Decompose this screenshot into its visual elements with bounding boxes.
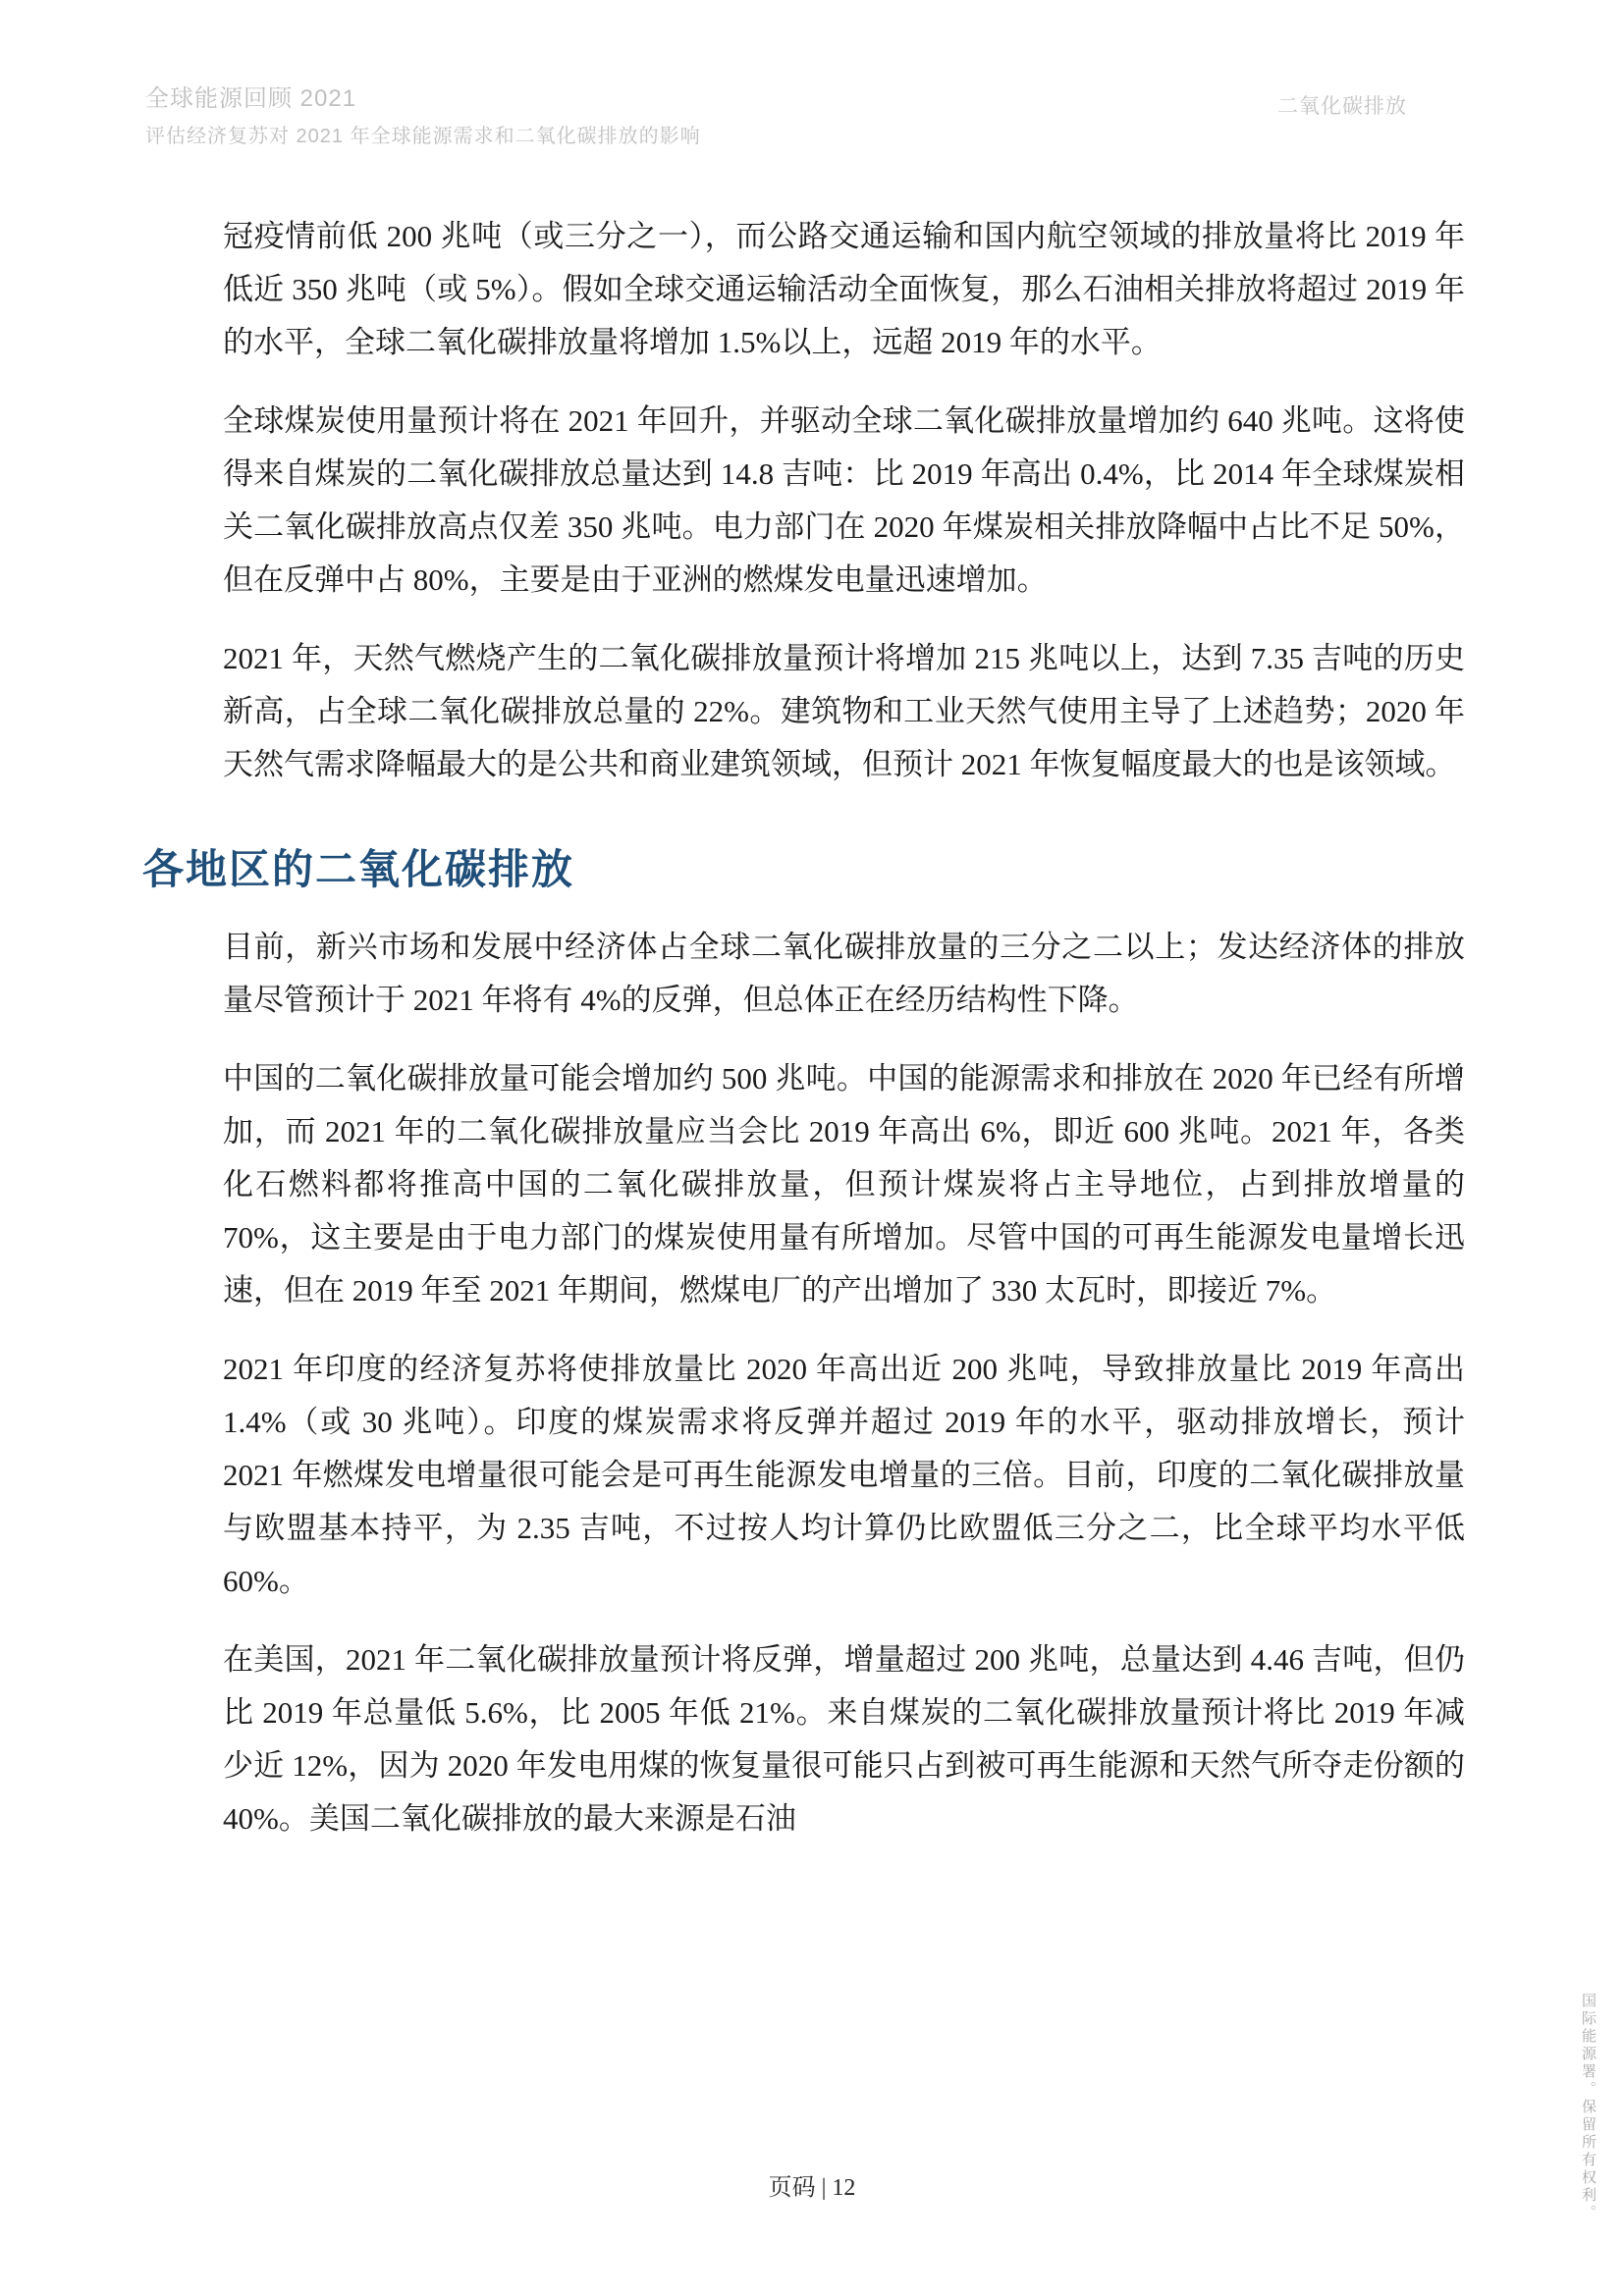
paragraph-china: 中国的二氧化碳排放量可能会增加约 500 兆吨。中国的能源需求和排放在 2020 年已经有所增加，而 2021 年的二氧化碳排放量应当会比 2019 年高出 6%，即近 600 兆吨。2021 年，各类化石燃料都将推高中国的二氧化碳排放量，但预计煤炭将占主导地位，占到排放增量的 70%，这主要是由于电力部门的煤炭使用量有所增加。尽管中国的可再生能源发电量增长迅速，但在 2019 年至 2021 年期间，燃煤电厂的产出增加了 330 太瓦时，即接近 7%。 xyxy=(223,1061,1465,1308)
page-header-left xyxy=(145,84,701,149)
paragraph-united-states: 在美国，2021 年二氧化碳排放量预计将反弹，增量超过 200 兆吨，总量达到 4.46 吉吨，但仍比 2019 年总量低 5.6%，比 2005 年低 21%。来自煤炭的二氧化碳排放量预计将比 2019 年减少近 12%，因为 2020 年发电用煤的恢复量很可能只占到被可再生能源和天然气所夺走份额的 40%。美国二氧化碳排放的最大来源是石油 xyxy=(223,1642,1465,1836)
page-number-label: 页码 | 12 xyxy=(768,2175,856,2201)
page-footer xyxy=(0,2167,1624,2202)
section-heading-regional-emissions: 各地区的二氧化碳排放 xyxy=(142,846,575,892)
report-title: 全球能源回顾 2021 xyxy=(145,85,357,112)
paragraph-coal-global: 全球煤炭使用量预计将在 2021 年回升，并驱动全球二氧化碳排放量增加约 640 兆吨。这将使得来自煤炭的二氧化碳排放总量达到 14.8 吉吨：比 2019 年高出 0.4%，比 2014 年全球煤炭相关二氧化碳排放高点仅差 350 兆吨。电力部门在 2020 年煤炭相关排放降幅中占比不足 50%，但在反弹中占 80%，主要是由于亚洲的燃煤发电量迅速增加。 xyxy=(223,403,1465,597)
paragraph-emerging-markets: 目前，新兴市场和发展中经济体占全球二氧化碳排放量的三分之二以上；发达经济体的排放量尽管预计于 2021 年将有 4%的反弹，但总体正在经历结构性下降。 xyxy=(223,930,1465,1017)
paragraph-oil-transport: 冠疫情前低 200 兆吨（或三分之一），而公路交通运输和国内航空领域的排放量将比 2019 年低近 350 兆吨（或 5%）。假如全球交通运输活动全面恢复，那么石油相关排放将超过 2019 年的水平，全球二氧化碳排放量将增加 1.5%以上，远超 2019 年的水平。 xyxy=(223,219,1465,359)
paragraph-india: 2021 年印度的经济复苏将使排放量比 2020 年高出近 200 兆吨，导致排放量比 2019 年高出 1.4%（或 30 兆吨）。印度的煤炭需求将反弹并超过 2019 年的水平，驱动排放增长，预计 2021 年燃煤发电增量很可能会是可再生能源发电增量的三倍。目前，印度的二氧化碳排放量与欧盟基本持平，为 2.35 吉吨，不过按人均计算仍比欧盟低三分之二，比全球平均水平低 60%。 xyxy=(223,1352,1465,1598)
rights-notice: 国际能源署。保留所有权利。 xyxy=(1580,1993,1597,2222)
paragraph-natural-gas: 2021 年，天然气燃烧产生的二氧化碳排放量预计将增加 215 兆吨以上，达到 7.35 吉吨的历史新高，占全球二氧化碳排放总量的 22%。建筑物和工业天然气使用主导了上述趋势；2020 年天然气需求降幅最大的是公共和商业建筑领域，但预计 2021 年恢复幅度最大的也是该领域。 xyxy=(223,641,1465,781)
chapter-label: 二氧化碳排放 xyxy=(1277,95,1407,118)
body-text-column xyxy=(142,210,1465,1871)
report-subtitle: 评估经济复苏对 2021 年全球能源需求和二氧化碳排放的影响 xyxy=(145,126,701,147)
